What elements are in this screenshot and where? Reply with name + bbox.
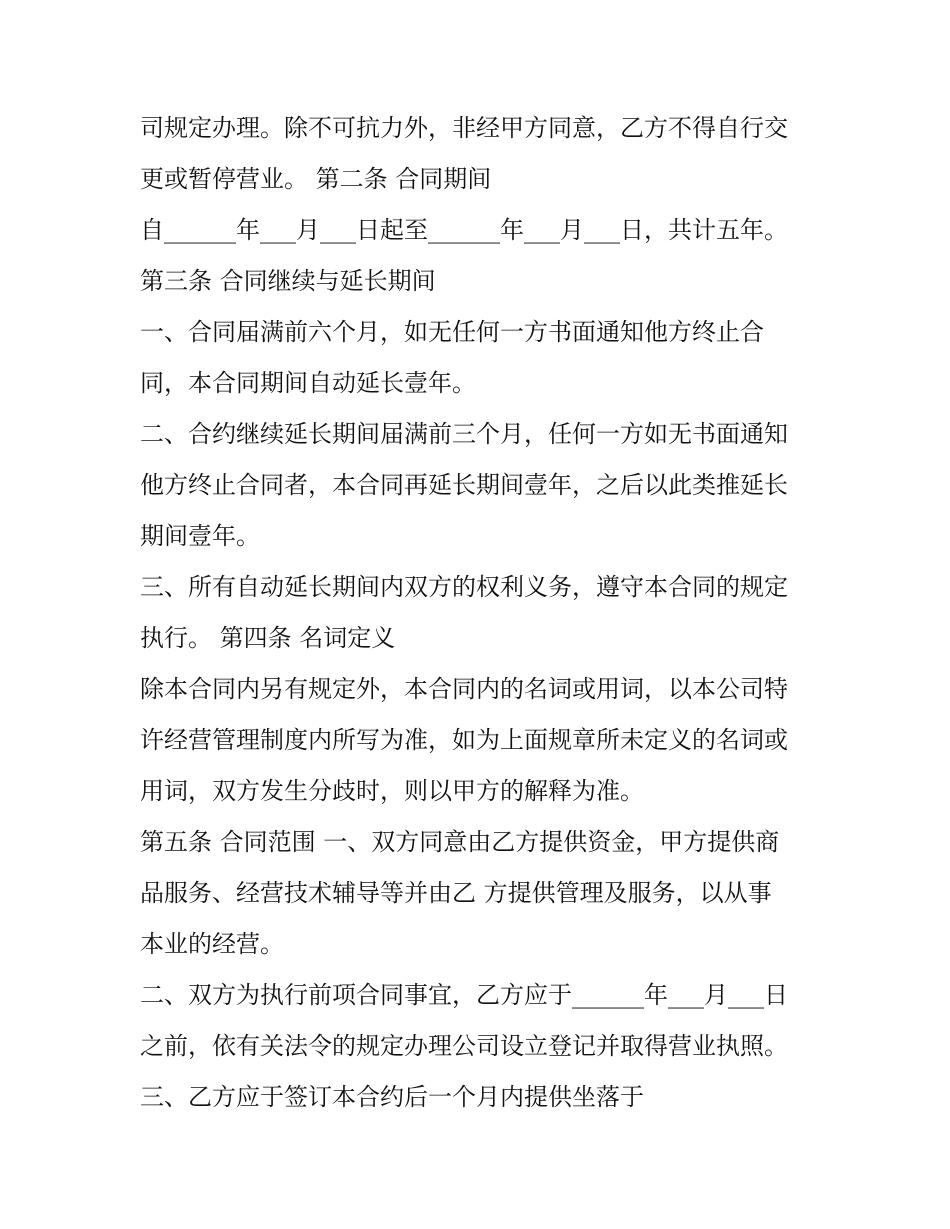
- text-line: 本业的经营。: [140, 930, 284, 958]
- text-line: 许经营管理制度内所写为准，如为上面规章所未定义的名词或: [140, 726, 788, 754]
- text-line: 用词，双方发生分歧时，则以甲方的解释为准。: [140, 777, 644, 805]
- text-line: 执行。 第四条 名词定义: [140, 624, 396, 652]
- text-line: 品服务、经营技术辅导等并由乙 方提供管理及服务，以从事: [140, 879, 772, 907]
- text-line: 之前，依有关法令的规定办理公司设立登记并取得营业执照。: [140, 1032, 788, 1060]
- text-line: 第三条 合同继续与延长期间: [140, 267, 436, 295]
- text-line: 同，本合同期间自动延长壹年。: [140, 369, 476, 397]
- text-line: 二、合约继续延长期间届满前三个月，任何一方如无书面通知: [140, 420, 788, 448]
- text-line: 除本合同内另有规定外，本合同内的名词或用词，以本公司特: [140, 675, 788, 703]
- text-line: 三、乙方应于签订本合约后一个月内提供坐落于: [140, 1083, 644, 1111]
- text-line: 更或暂停营业。 第二条 合同期间: [140, 165, 492, 193]
- text-line: 三、所有自动延长期间内双方的权利义务，遵守本合同的规定: [140, 573, 788, 601]
- text-line: 司规定办理。除不可抗力外，非经甲方同意，乙方不得自行交: [140, 114, 788, 142]
- text-line: 期间壹年。: [140, 522, 260, 550]
- text-line: 自______年___月___日起至______年___月___日，共计五年。: [140, 216, 788, 244]
- contract-text: [140, 103, 830, 1123]
- text-line: 二、双方为执行前项合同事宜，乙方应于______年___月___日: [140, 981, 788, 1009]
- text-line: 他方终止合同者，本合同再延长期间壹年，之后以此类推延长: [140, 471, 788, 499]
- text-line: 一、合同届满前六个月，如无任何一方书面通知他方终止合: [140, 318, 764, 346]
- text-line: 第五条 合同范围 一、双方同意由乙方提供资金，甲方提供商: [140, 828, 780, 856]
